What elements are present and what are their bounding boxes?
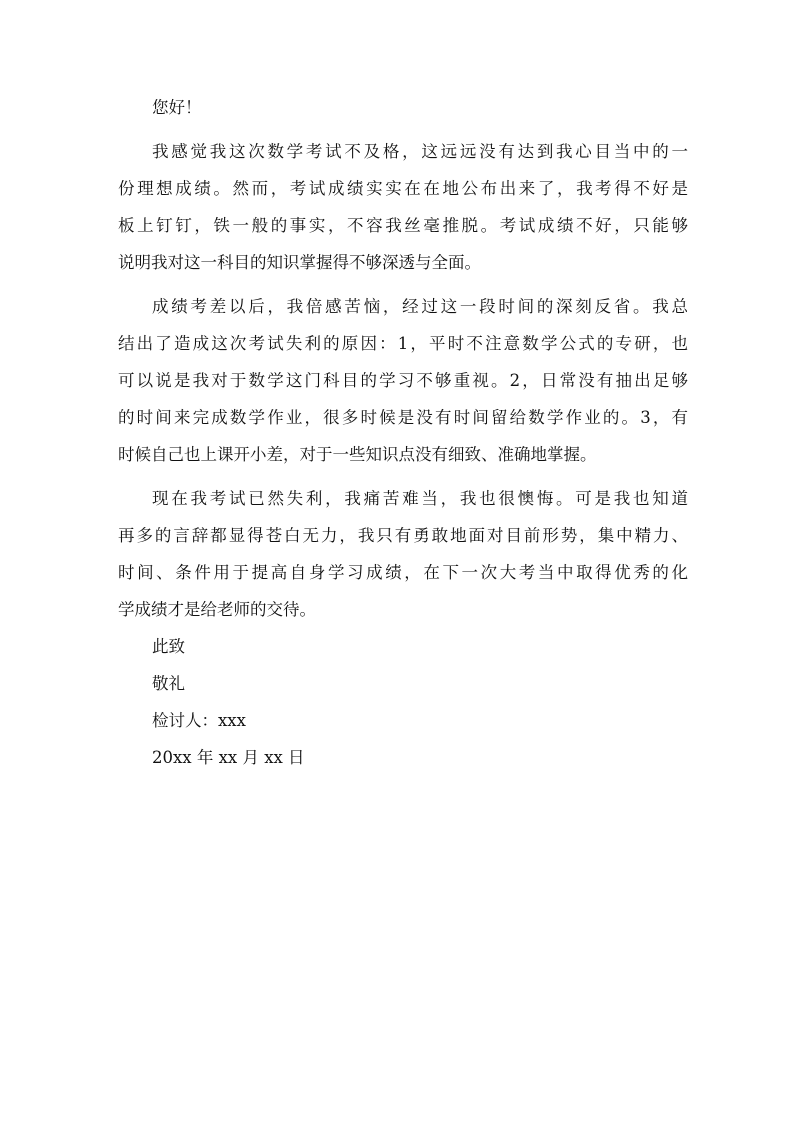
greeting: 您好！ bbox=[152, 98, 202, 117]
document-body bbox=[118, 89, 688, 776]
paragraph-line: 可以说是我对于数学这门科目的学习不够重视。2，日常没有抽出足够 bbox=[118, 371, 688, 390]
date-line: 20xx 年 xx 月 xx 日 bbox=[152, 748, 305, 767]
paragraph-line: 再多的言辞都显得苍白无力，我只有勇敢地面对目前形势，集中精力、 bbox=[118, 526, 688, 545]
paragraph-line: 学成绩才是给老师的交待。 bbox=[118, 600, 316, 619]
paragraph-line: 结出了造成这次考试失利的原因：1，平时不注意数学公式的专研，也 bbox=[118, 334, 688, 353]
paragraph-2 bbox=[118, 288, 688, 473]
paragraph-line: 现在我考试已然失利，我痛苦难当，我也很懊悔。可是我也知道 bbox=[152, 489, 688, 508]
paragraph-line: 时候自己也上课开小差，对于一些知识点没有细致、准确地掌握。 bbox=[118, 445, 597, 464]
paragraph-line: 成绩考差以后，我倍感苦恼，经过这一段时间的深刻反省。我总 bbox=[152, 297, 688, 316]
paragraph-line: 说明我对这一科目的知识掌握得不够深透与全面。 bbox=[118, 253, 481, 272]
paragraph-line: 我感觉我这次数学考试不及格，这远远没有达到我心目当中的一 bbox=[152, 142, 688, 161]
closing-salutation: 此致 bbox=[152, 637, 185, 656]
signer-line: 检讨人：xxx bbox=[152, 711, 246, 730]
paragraph-1 bbox=[118, 133, 688, 281]
closing-regards: 敬礼 bbox=[152, 674, 185, 693]
paragraph-line: 时间、条件用于提高自身学习成绩，在下一次大考当中取得优秀的化 bbox=[118, 563, 688, 582]
paragraph-line: 的时间来完成数学作业，很多时候是没有时间留给数学作业的。3，有 bbox=[118, 408, 688, 427]
paragraph-3 bbox=[118, 480, 688, 628]
paragraph-line: 份理想成绩。然而，考试成绩实实在在地公布出来了，我考得不好是 bbox=[118, 179, 688, 198]
paragraph-line: 板上钉钉，铁一般的事实，不容我丝毫推脱。考试成绩不好，只能够 bbox=[118, 216, 688, 235]
